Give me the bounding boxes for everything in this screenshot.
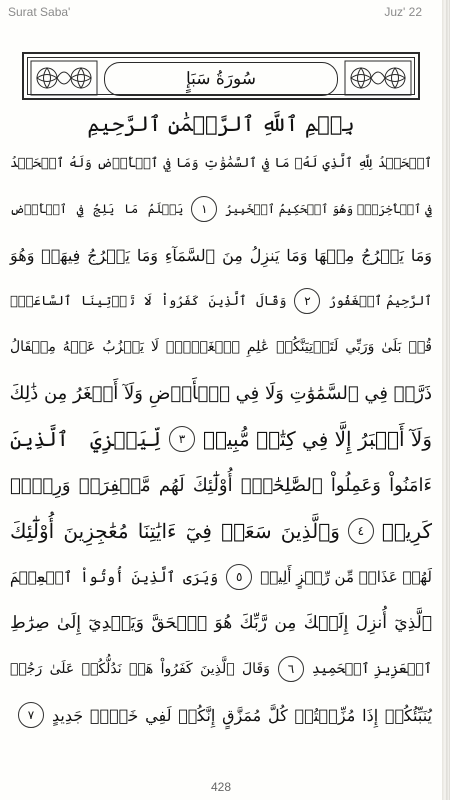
ayah-marker[interactable]: ٢ xyxy=(294,288,320,314)
ayah-marker[interactable]: ٤ xyxy=(348,518,374,544)
verse-line-4[interactable]: ٱلرَّحِيمُ ٱلۡغَفُورُ ٢ وَقَالَ ٱلَّذِينَ كَفَرُواْ لَا تَأۡتِينَا ٱلسَّاعَةُۖ xyxy=(10,278,432,324)
verse-line-12[interactable]: ٱلۡعَزِيزِ ٱلۡحَمِيدِ ٦ وَقَالَ ٱلَّذِينَ كَفَرُواْ هَلۡ نَدُلُّكُمۡ عَلَىٰ رَجُلٖ xyxy=(10,646,432,692)
verse-line-1[interactable]: ٱلۡحَمۡدُ لِلَّهِ ٱلَّذِي لَهُۥ مَا فِي ٱلسَّمَٰوَٰتِ وَمَا فِي ٱلۡأَرۡضِ وَلَهُ ٱلۡحَمۡدُ xyxy=(10,155,432,171)
basmala: بِسۡمِ ٱللَّهِ ٱلرَّحۡمَٰنِ ٱلرَّحِيمِ xyxy=(87,112,355,136)
ornament-right-icon xyxy=(344,60,412,96)
verse-line-11[interactable]: ٱلَّذِيٓ أُنزِلَ إِلَيۡكَ مِن رَّبِّكَ هُوَ ٱلۡحَقَّ وَيَهۡدِيٓ إِلَىٰ صِرَٰطِ xyxy=(10,613,432,633)
verse-line-13[interactable]: يُنَبِّئُكُمۡ إِذَا مُزِّقۡتُمۡ كُلَّ مُمَزَّقٍ إِنَّكُمۡ لَفِي خَلۡقٖ جَدِيدٍ ٧ xyxy=(10,692,432,738)
verse-line-6[interactable]: ذَرَّةٖ فِي ٱلسَّمَٰوَٰتِ وَلَا فِي ٱلۡأَرۡضِ وَلَآ أَصۡغَرُ مِن ذَٰلِكَ xyxy=(9,382,432,404)
verse-lines xyxy=(10,140,432,738)
surah-title: سُورَةُ سَبَإٍ xyxy=(104,62,338,96)
ayah-marker[interactable]: ٥ xyxy=(226,564,252,590)
juz-header: Juz' 22 xyxy=(384,5,422,19)
surah-title-frame xyxy=(22,52,420,100)
verse-line-7[interactable]: وَلَآ أَكۡبَرُ إِلَّا فِي كِتَٰبٖ مُّبِينٖ ٣ لِّيَجۡزِيَ ٱلَّذِينَ xyxy=(10,427,432,451)
page-edge xyxy=(442,0,450,800)
ayah-marker[interactable]: ٦ xyxy=(278,656,304,682)
verse-line-9[interactable]: كَرِيمٞ ٤ وَٱلَّذِينَ سَعَوۡ فِيٓ ءَايَٰتِنَا مُعَٰجِزِينَ أُوْلَٰٓئِكَ xyxy=(10,519,432,543)
page-number: 428 xyxy=(210,780,232,794)
surah-name-header: Surat Saba' xyxy=(8,5,71,19)
ayah-marker[interactable]: ٣ xyxy=(169,426,195,452)
verse-line-3[interactable]: وَمَا يَخۡرُجُ مِنۡهَا وَمَا يَنزِلُ مِنَ ٱلسَّمَآءِ وَمَا يَعۡرُجُ فِيهَاۚ وَهُوَ xyxy=(10,245,432,265)
verse-line-5[interactable]: قُلۡ بَلَىٰ وَرَبِّي لَتَأۡتِيَنَّكُمۡ عَٰلِمِ ٱلۡغَيۡبِۖ لَا يَعۡزُبُ عَنۡهُ مِثۡقَالُ xyxy=(10,339,432,355)
verse-line-8[interactable]: ءَامَنُواْ وَعَمِلُواْ ٱلصَّٰلِحَٰتِۚ أُوْلَٰٓئِكَ لَهُم مَّغۡفِرَةٞ وَرِزۡقٞ xyxy=(10,474,432,496)
ayah-marker[interactable]: ١ xyxy=(191,196,217,222)
ayah-marker[interactable]: ٧ xyxy=(18,702,44,728)
verse-line-10[interactable]: لَهُمۡ عَذَابٞ مِّن رِّجۡزٍ أَلِيمٞ ٥ وَيَرَى ٱلَّذِينَ أُوتُواْ ٱلۡعِلۡمَ xyxy=(10,554,432,600)
ornament-left-icon xyxy=(30,60,98,96)
verse-line-2[interactable]: فِي ٱلۡأٓخِرَةِۚ وَهُوَ ٱلۡحَكِيمُ ٱلۡخَبِيرُ ١ يَعۡلَمُ مَا يَلِجُ فِي ٱلۡأَرۡضِ xyxy=(10,186,432,232)
